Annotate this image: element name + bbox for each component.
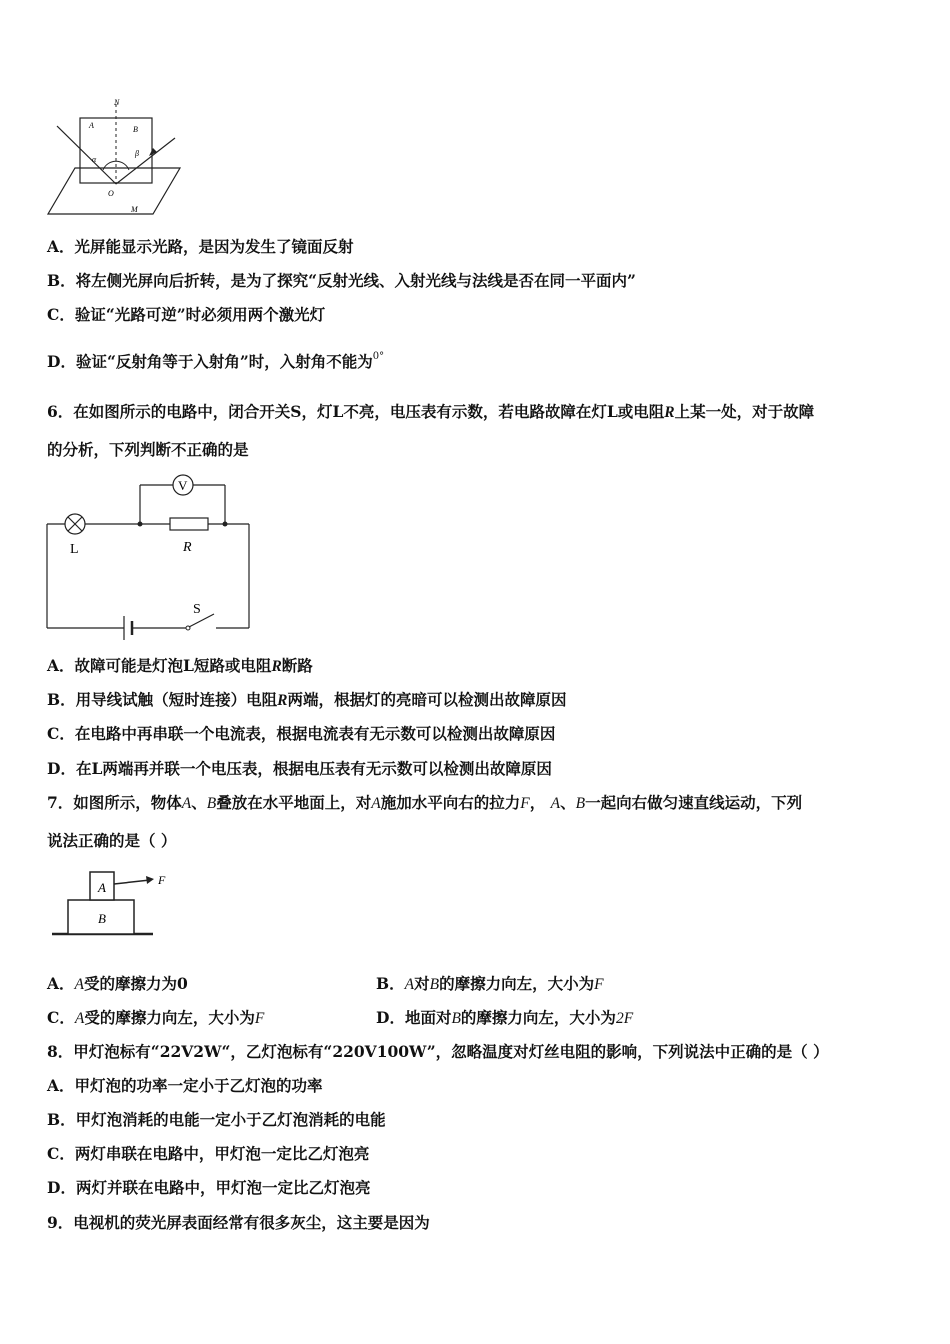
- q8-stem: 8．甲灯泡标有“22V2W“，乙灯泡标有“220V100W”，忽略温度对灯丝电阻的影响，下列说法中正确的是（ ）: [47, 1042, 829, 1061]
- q7-stem-seg: 7．如图所示，物体: [47, 793, 182, 812]
- q7-stem-seg: 施加水平向右的拉力: [380, 793, 521, 812]
- q7-option-c-pre: C．: [47, 1008, 75, 1027]
- battery-icon: [124, 616, 132, 640]
- label-A: A: [89, 121, 94, 130]
- label-beta: β: [135, 149, 139, 158]
- resistor-label: R: [183, 540, 192, 555]
- q7-option-b-sym: F: [594, 976, 604, 993]
- q6-stem-R: R: [664, 404, 675, 421]
- q7-option-b-post: 的摩擦力向左，大小为: [439, 974, 595, 993]
- q7-option-c-post: 受的摩擦力向左，大小为: [84, 1008, 255, 1027]
- switch-label: S: [193, 602, 201, 617]
- q7-option-a-post: 受的摩擦力为0: [84, 974, 188, 993]
- q8-option-a: A．甲灯泡的功率一定小于乙灯泡的功率: [47, 1076, 323, 1095]
- q7-option-d-pre: D．地面对: [376, 1008, 452, 1027]
- q5-option-b: B．将左侧光屏向后折转，是为了探究“反射光线、入射光线与法线是否在同一平面内”: [47, 271, 636, 290]
- q7-option-c: [47, 1006, 264, 1028]
- resistor-icon: [170, 518, 208, 530]
- q7-stem-A: A: [371, 795, 381, 812]
- q7-stem-seg: 、: [560, 793, 576, 812]
- q7-option-c-sym: A: [74, 1010, 85, 1027]
- q8-option-d: D．两灯并联在电路中，甲灯泡一定比乙灯泡亮: [47, 1178, 371, 1197]
- q8-option-b: B．甲灯泡消耗的电能一定小于乙灯泡消耗的电能: [47, 1110, 386, 1129]
- q7-option-d: [376, 1006, 633, 1028]
- q7-stem-line2: 说法正确的是（ ）: [47, 831, 177, 850]
- q7-option-d-post: 的摩擦力向左，大小为: [460, 1008, 616, 1027]
- force-label: F: [158, 873, 166, 887]
- q6-stem-line2: 的分析，下列判断不正确的是: [47, 440, 249, 459]
- q7-stem-A: A: [550, 795, 561, 812]
- q6-option-b: [47, 688, 566, 710]
- q7-option-d-sym: B: [451, 1010, 461, 1027]
- q7-option-d-sym: 2F: [615, 1010, 634, 1027]
- label-B: B: [133, 125, 138, 134]
- label-alpha: α: [92, 155, 97, 164]
- q5-option-d-text: D．验证“反射角等于入射角”时，入射角不能为: [47, 352, 373, 371]
- block-a-label: A: [98, 880, 106, 895]
- mirror-plane: [48, 168, 180, 214]
- q6-stem-line1: [47, 400, 814, 422]
- q6-stem-pre: 6．在如图所示的电路中，闭合开关S，灯L不亮，电压表有示数，若电路故障在灯L或电阻: [47, 402, 665, 421]
- reflection-figure: [45, 98, 185, 220]
- zero-degree-symbol: 0°: [372, 351, 385, 362]
- q7-option-a-sym: A: [74, 976, 84, 993]
- q7-option-c-sym: F: [254, 1010, 265, 1027]
- q5-option-d: [47, 350, 384, 372]
- q6-stem-post: 上某一处，对于故障: [674, 402, 815, 421]
- q7-stem-B: B: [575, 795, 586, 812]
- voltmeter-label: V: [178, 478, 188, 493]
- force-arrow-icon: [146, 876, 154, 884]
- q5-option-c: C．验证“光路可逆”时必须用两个激光灯: [47, 305, 326, 324]
- q7-stem-A: A: [181, 795, 192, 812]
- blocks-figure: [50, 866, 170, 942]
- q8-option-c: C．两灯串联在电路中，甲灯泡一定比乙灯泡亮: [47, 1144, 370, 1163]
- q5-option-a: A．光屏能显示光路，是因为发生了镜面反射: [47, 237, 354, 256]
- q7-stem-B: B: [206, 795, 217, 812]
- q6-option-b-pre: B．用导线试触（短时连接）电阻: [47, 690, 278, 709]
- q7-stem-seg: 、: [191, 793, 207, 812]
- label-N: N: [114, 98, 120, 107]
- q7-option-b: [376, 972, 604, 994]
- circuit-figure: [40, 470, 260, 640]
- q7-stem-F: F: [520, 795, 530, 812]
- q6-option-a-pre: A．故障可能是灯泡L短路或电阻: [47, 656, 272, 675]
- q6-option-b-R: R: [277, 692, 288, 709]
- q7-stem-seg: ，: [529, 793, 546, 812]
- q7-stem-line1: [47, 791, 802, 813]
- ray-right: [116, 138, 175, 184]
- q6-option-b-post: 两端，根据灯的亮暗可以检测出故障原因: [287, 690, 567, 709]
- q6-option-a-R: R: [271, 658, 282, 675]
- q7-option-b-sym: B: [429, 976, 440, 993]
- q7-stem-seg: 一起向右做匀速直线运动，下列: [585, 793, 803, 812]
- lamp-label: L: [70, 542, 79, 557]
- q7-option-b-pre: B．: [376, 974, 405, 993]
- q7-option-b-sym: A: [404, 976, 415, 993]
- q6-option-d: D．在L两端再并联一个电压表，根据电压表有无示数可以检测出故障原因: [47, 759, 552, 778]
- label-M: M: [131, 205, 138, 214]
- q9-stem: 9．电视机的荧光屏表面经常有很多灰尘，这主要是因为: [47, 1213, 430, 1232]
- q6-option-c: C．在电路中再串联一个电流表，根据电流表有无示数可以检测出故障原因: [47, 724, 556, 743]
- block-b-label: B: [98, 911, 106, 926]
- q6-option-a: [47, 654, 313, 676]
- lamp-icon: [65, 514, 85, 534]
- label-O: O: [108, 189, 114, 198]
- q6-option-a-post: 断路: [281, 656, 313, 675]
- q7-option-b-mid: 对: [414, 974, 430, 993]
- q7-option-a-pre: A．: [47, 974, 75, 993]
- ray-left: [57, 126, 116, 184]
- q7-option-a: [47, 972, 188, 994]
- q7-stem-seg: 叠放在水平地面上，对: [216, 793, 372, 812]
